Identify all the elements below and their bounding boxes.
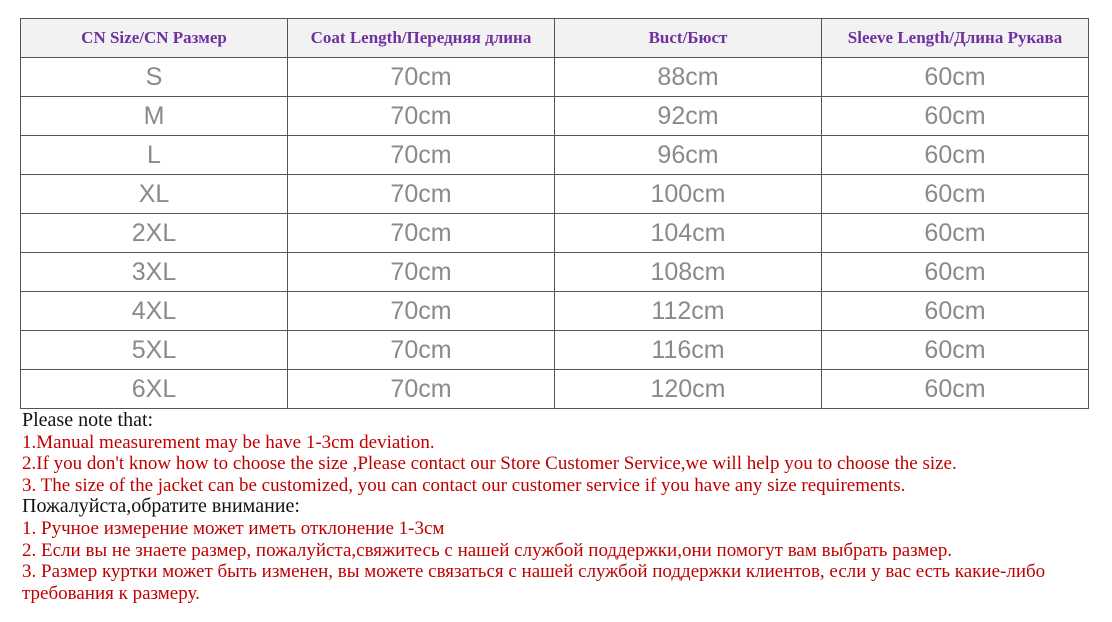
note-en-3: 3. The size of the jacket can be customized, you can contact our customer service if you have any size requirements. — [22, 474, 906, 496]
cell-bust: 92cm — [555, 97, 822, 136]
cell-bust: 108cm — [555, 253, 822, 292]
cell-sleeve-length: 60cm — [822, 97, 1089, 136]
notes-heading-en: Please note that: — [22, 409, 154, 431]
table-row — [21, 253, 1089, 292]
cell-coat-length: 70cm — [288, 331, 555, 370]
cell-size: 2XL — [21, 214, 288, 253]
size-chart-table — [20, 18, 1089, 409]
cell-size: 4XL — [21, 292, 288, 331]
cell-coat-length: 70cm — [288, 58, 555, 97]
cell-size: M — [21, 97, 288, 136]
cell-coat-length: 70cm — [288, 214, 555, 253]
cell-sleeve-length: 60cm — [822, 136, 1089, 175]
note-en-1: 1.Manual measurement may be have 1-3cm deviation. — [22, 431, 435, 453]
cell-sleeve-length: 60cm — [822, 292, 1089, 331]
cell-size: XL — [21, 175, 288, 214]
table-row — [21, 58, 1089, 97]
table-row — [21, 331, 1089, 370]
cell-size: L — [21, 136, 288, 175]
cell-coat-length: 70cm — [288, 175, 555, 214]
cell-bust: 120cm — [555, 370, 822, 409]
table-row — [21, 97, 1089, 136]
header-coat-length: Coat Length/Передняя длина — [288, 19, 555, 58]
cell-bust: 112cm — [555, 292, 822, 331]
note-ru-2: 2. Если вы не знаете размер, пожалуйста,свяжитесь с нашей службой поддержки,они помогут вам выбрать размер. — [22, 539, 953, 561]
header-row — [21, 19, 1089, 58]
note-ru-3: 3. Размер куртки может быть изменен, вы можете связаться с нашей службой поддержки клиентов, если у вас есть какие-либо требования к размеру. — [22, 561, 1046, 604]
cell-bust: 100cm — [555, 175, 822, 214]
cell-size: 3XL — [21, 253, 288, 292]
cell-bust: 104cm — [555, 214, 822, 253]
cell-size: S — [21, 58, 288, 97]
notes-heading-ru: Пожалуйста,обратите внимание: — [22, 495, 300, 518]
table-row — [21, 370, 1089, 409]
cell-coat-length: 70cm — [288, 370, 555, 409]
cell-sleeve-length: 60cm — [822, 214, 1089, 253]
header-bust: Buct/Бюст — [555, 19, 822, 58]
header-size: CN Size/CN Размер — [21, 19, 288, 58]
cell-sleeve-length: 60cm — [822, 58, 1089, 97]
cell-bust: 96cm — [555, 136, 822, 175]
table-row — [21, 136, 1089, 175]
table-row — [21, 175, 1089, 214]
cell-coat-length: 70cm — [288, 253, 555, 292]
cell-sleeve-length: 60cm — [822, 175, 1089, 214]
cell-bust: 116cm — [555, 331, 822, 370]
note-en-2: 2.If you don't know how to choose the size ,Please contact our Store Customer Service,we will help you to choose the size. — [22, 453, 957, 475]
cell-bust: 88cm — [555, 58, 822, 97]
note-ru-1: 1. Ручное измерение может иметь отклонение 1-3см — [22, 517, 445, 539]
table-row — [21, 214, 1089, 253]
cell-sleeve-length: 60cm — [822, 370, 1089, 409]
cell-coat-length: 70cm — [288, 136, 555, 175]
notes — [22, 410, 1082, 604]
table-row — [21, 292, 1089, 331]
header-sleeve-length: Sleeve Length/Длина Рукава — [822, 19, 1089, 58]
cell-sleeve-length: 60cm — [822, 253, 1089, 292]
cell-size: 6XL — [21, 370, 288, 409]
cell-size: 5XL — [21, 331, 288, 370]
cell-coat-length: 70cm — [288, 292, 555, 331]
cell-sleeve-length: 60cm — [822, 331, 1089, 370]
cell-coat-length: 70cm — [288, 97, 555, 136]
